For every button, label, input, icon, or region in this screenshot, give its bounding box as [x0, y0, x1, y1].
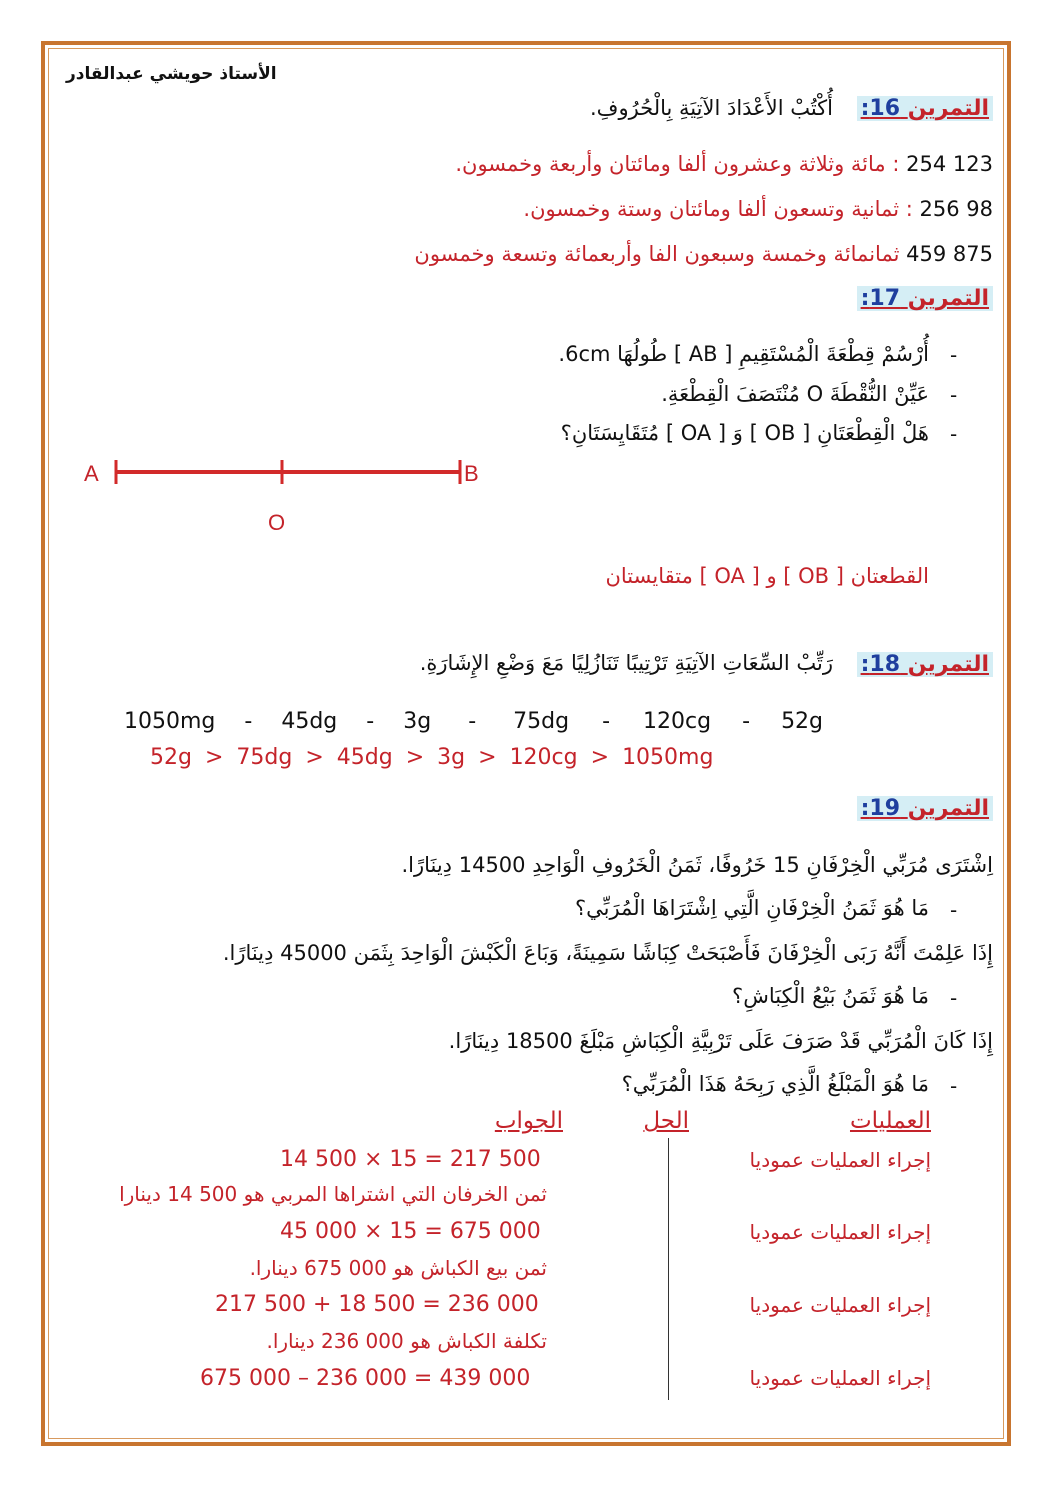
exercise-number: 19: [860, 796, 901, 821]
exercise-19-heading [857, 796, 993, 821]
exercise-16-heading [857, 96, 993, 121]
exercise-16-instruction: أُكْتُبْ الأَعْدَادَ الآتِيَةِ بِالْحُرُوفِ. [590, 96, 833, 120]
operations-note: إجراء العمليات عموديا [749, 1366, 931, 1390]
exercise-17-item-3: هَلْ الْقِطْعَتَانِ [ OB ] وَ [ OA ] مُتَقَايِسَتَانِ؟ [560, 421, 929, 445]
exercise-18-instruction: رَتِّبْ السِّعَاتِ الآتِيَةِ تَرْتِيبًا تَنَازُلِيًا مَعَ وَضْعِ الإِشَارَةِ. [419, 651, 833, 675]
exercise-19-line-3: إِذَا كَانَ الْمُرَبِّي قَدْ صَرَفَ عَلَى تَرْبِيَّةِ الْكِبَاشِ مَبْلَغَ 18500 دِينَارًا. [448, 1029, 993, 1053]
exercise-19-question-3: مَا هُوَ الْمَبْلَغُ الَّذِي رَبِحَهُ هَذَا الْمُرَبِّي؟ [621, 1072, 929, 1096]
exercise-19-line-2: إِذَا عَلِمْتَ أَنَّهُ رَبَى الْخِرْفَانَ فَأَصْبَحَتْ كِبَاشًا سَمِينَةً، وَبَاعَ الْكَبْشَ الْوَاحِدَ بِثَمَن 45000 دِينَارًا. [222, 941, 993, 965]
mass-value: 1050mg [124, 709, 216, 734]
exercise-16-answer-1 [455, 152, 993, 176]
exercise-label: التمرين [907, 96, 989, 121]
exercise-number: 17: [860, 286, 901, 311]
author-name: الأستاذ حويشي عبدالقادر [66, 64, 277, 84]
number-value: 98 256 [919, 197, 993, 221]
column-header-answer: الجواب [494, 1108, 563, 1134]
exercise-18-values: 1050mg - 45dg - 3g - 75dg - 120cg - 52g [124, 709, 824, 734]
point-o-label: O [268, 510, 286, 535]
bullet-dash: - [950, 1074, 958, 1098]
number-value: 123 254 [906, 152, 993, 176]
ordered-value: 52g [150, 745, 192, 770]
exercise-17-item-1: أُرْسُمْ قِطْعَةَ الْمُسْتَقِيمِ [ AB ] طُولُهَا 6cm. [558, 342, 929, 366]
ordered-value: 120cg [509, 745, 578, 770]
exercise-19-question-1: مَا هُوَ ثَمَنُ الْخِرْفَانِ الَّتِي اِشْتَرَاهَا الْمُرَبِّي؟ [574, 896, 929, 920]
sign: > [478, 745, 497, 770]
answer-sentence: تكلفة الكباش هو 000 236 دينارا. [266, 1329, 547, 1353]
exercise-17-heading [857, 286, 993, 311]
ordered-value: 45dg [336, 745, 393, 770]
operations-note: إجراء العمليات عموديا [749, 1148, 931, 1172]
column-header-solution: الحل [643, 1108, 689, 1134]
operations-note: إجراء العمليات عموديا [749, 1293, 931, 1317]
operations-note: إجراء العمليات عموديا [749, 1220, 931, 1244]
calculation: 217 500 + 18 500 = 236 000 [215, 1292, 539, 1317]
sign: > [204, 745, 224, 770]
exercise-17-answer: القطعتان [ OB ] و [ OA ] متقايستان [605, 564, 929, 588]
calculation: 14 500 × 15 = 217 500 [280, 1147, 541, 1172]
point-a-label: A [84, 461, 99, 486]
bullet-dash: - [950, 422, 958, 446]
exercise-19-line-1: اِشْتَرَى مُرَبِّي الْخِرْفَانِ 15 خَرُوفًا، ثَمَنُ الْخَرُوفِ الْوَاحِدِ 14500 دِينَارًا. [401, 853, 993, 877]
number-in-words: : مائة وثلاثة وعشرون ألفا ومائتان وأربعة وخمسون. [455, 152, 900, 176]
number-value: 875 459 [906, 242, 993, 266]
ordered-value: 1050mg [622, 745, 714, 770]
sign: > [405, 745, 425, 770]
exercise-18-heading [857, 652, 993, 677]
mass-value: 45dg [281, 709, 338, 734]
bullet-dash: - [950, 898, 958, 922]
sign: > [305, 745, 324, 770]
segment-figure [70, 450, 510, 540]
exercise-18-answer [150, 745, 713, 770]
exercise-17-item-2: عَيِّنْ النُّقْطَةَ O مُنْتَصَفَ الْقِطْعَةِ. [661, 382, 929, 406]
mass-value: 120cg [643, 709, 712, 734]
number-in-words: : ثمانية وتسعون ألفا ومائتان وستة وخمسون. [523, 197, 913, 221]
exercise-label: التمرين [907, 286, 989, 311]
ordered-value: 3g [437, 745, 466, 770]
calculation: 45 000 × 15 = 675 000 [280, 1219, 541, 1244]
exercise-number: 18: [860, 652, 901, 677]
exercise-label: التمرين [907, 796, 989, 821]
bullet-dash: - [950, 986, 958, 1010]
answer-sentence: ثمن بيع الكباش هو 000 675 دينارا. [249, 1256, 547, 1280]
column-divider [668, 1138, 669, 1400]
exercise-label: التمرين [907, 652, 989, 677]
mass-value: 75dg [513, 709, 570, 734]
column-header-operations: العمليات [849, 1108, 931, 1134]
point-b-label: B [464, 461, 479, 486]
number-in-words: ثمانمائة وخمسة وسبعون الفا وأربعمائة وتسعة وخمسون [414, 242, 900, 266]
sign: > [590, 745, 610, 770]
mass-value: 52g [781, 709, 824, 734]
exercise-number: 16: [860, 96, 901, 121]
calculation: 675 000 – 236 000 = 439 000 [200, 1366, 531, 1391]
answer-sentence: ثمن الخرفان التي اشتراها المربي هو 500 14 دينارا [119, 1182, 547, 1206]
exercise-16-answer-3 [414, 242, 993, 266]
bullet-dash: - [950, 343, 958, 367]
exercise-16-answer-2 [523, 197, 993, 221]
exercise-19-question-2: مَا هُوَ ثَمَنُ بَيْعُ الْكِبَاشِ؟ [732, 984, 929, 1008]
ordered-value: 75dg [236, 745, 293, 770]
mass-value: 3g [403, 709, 432, 734]
bullet-dash: - [950, 383, 958, 407]
